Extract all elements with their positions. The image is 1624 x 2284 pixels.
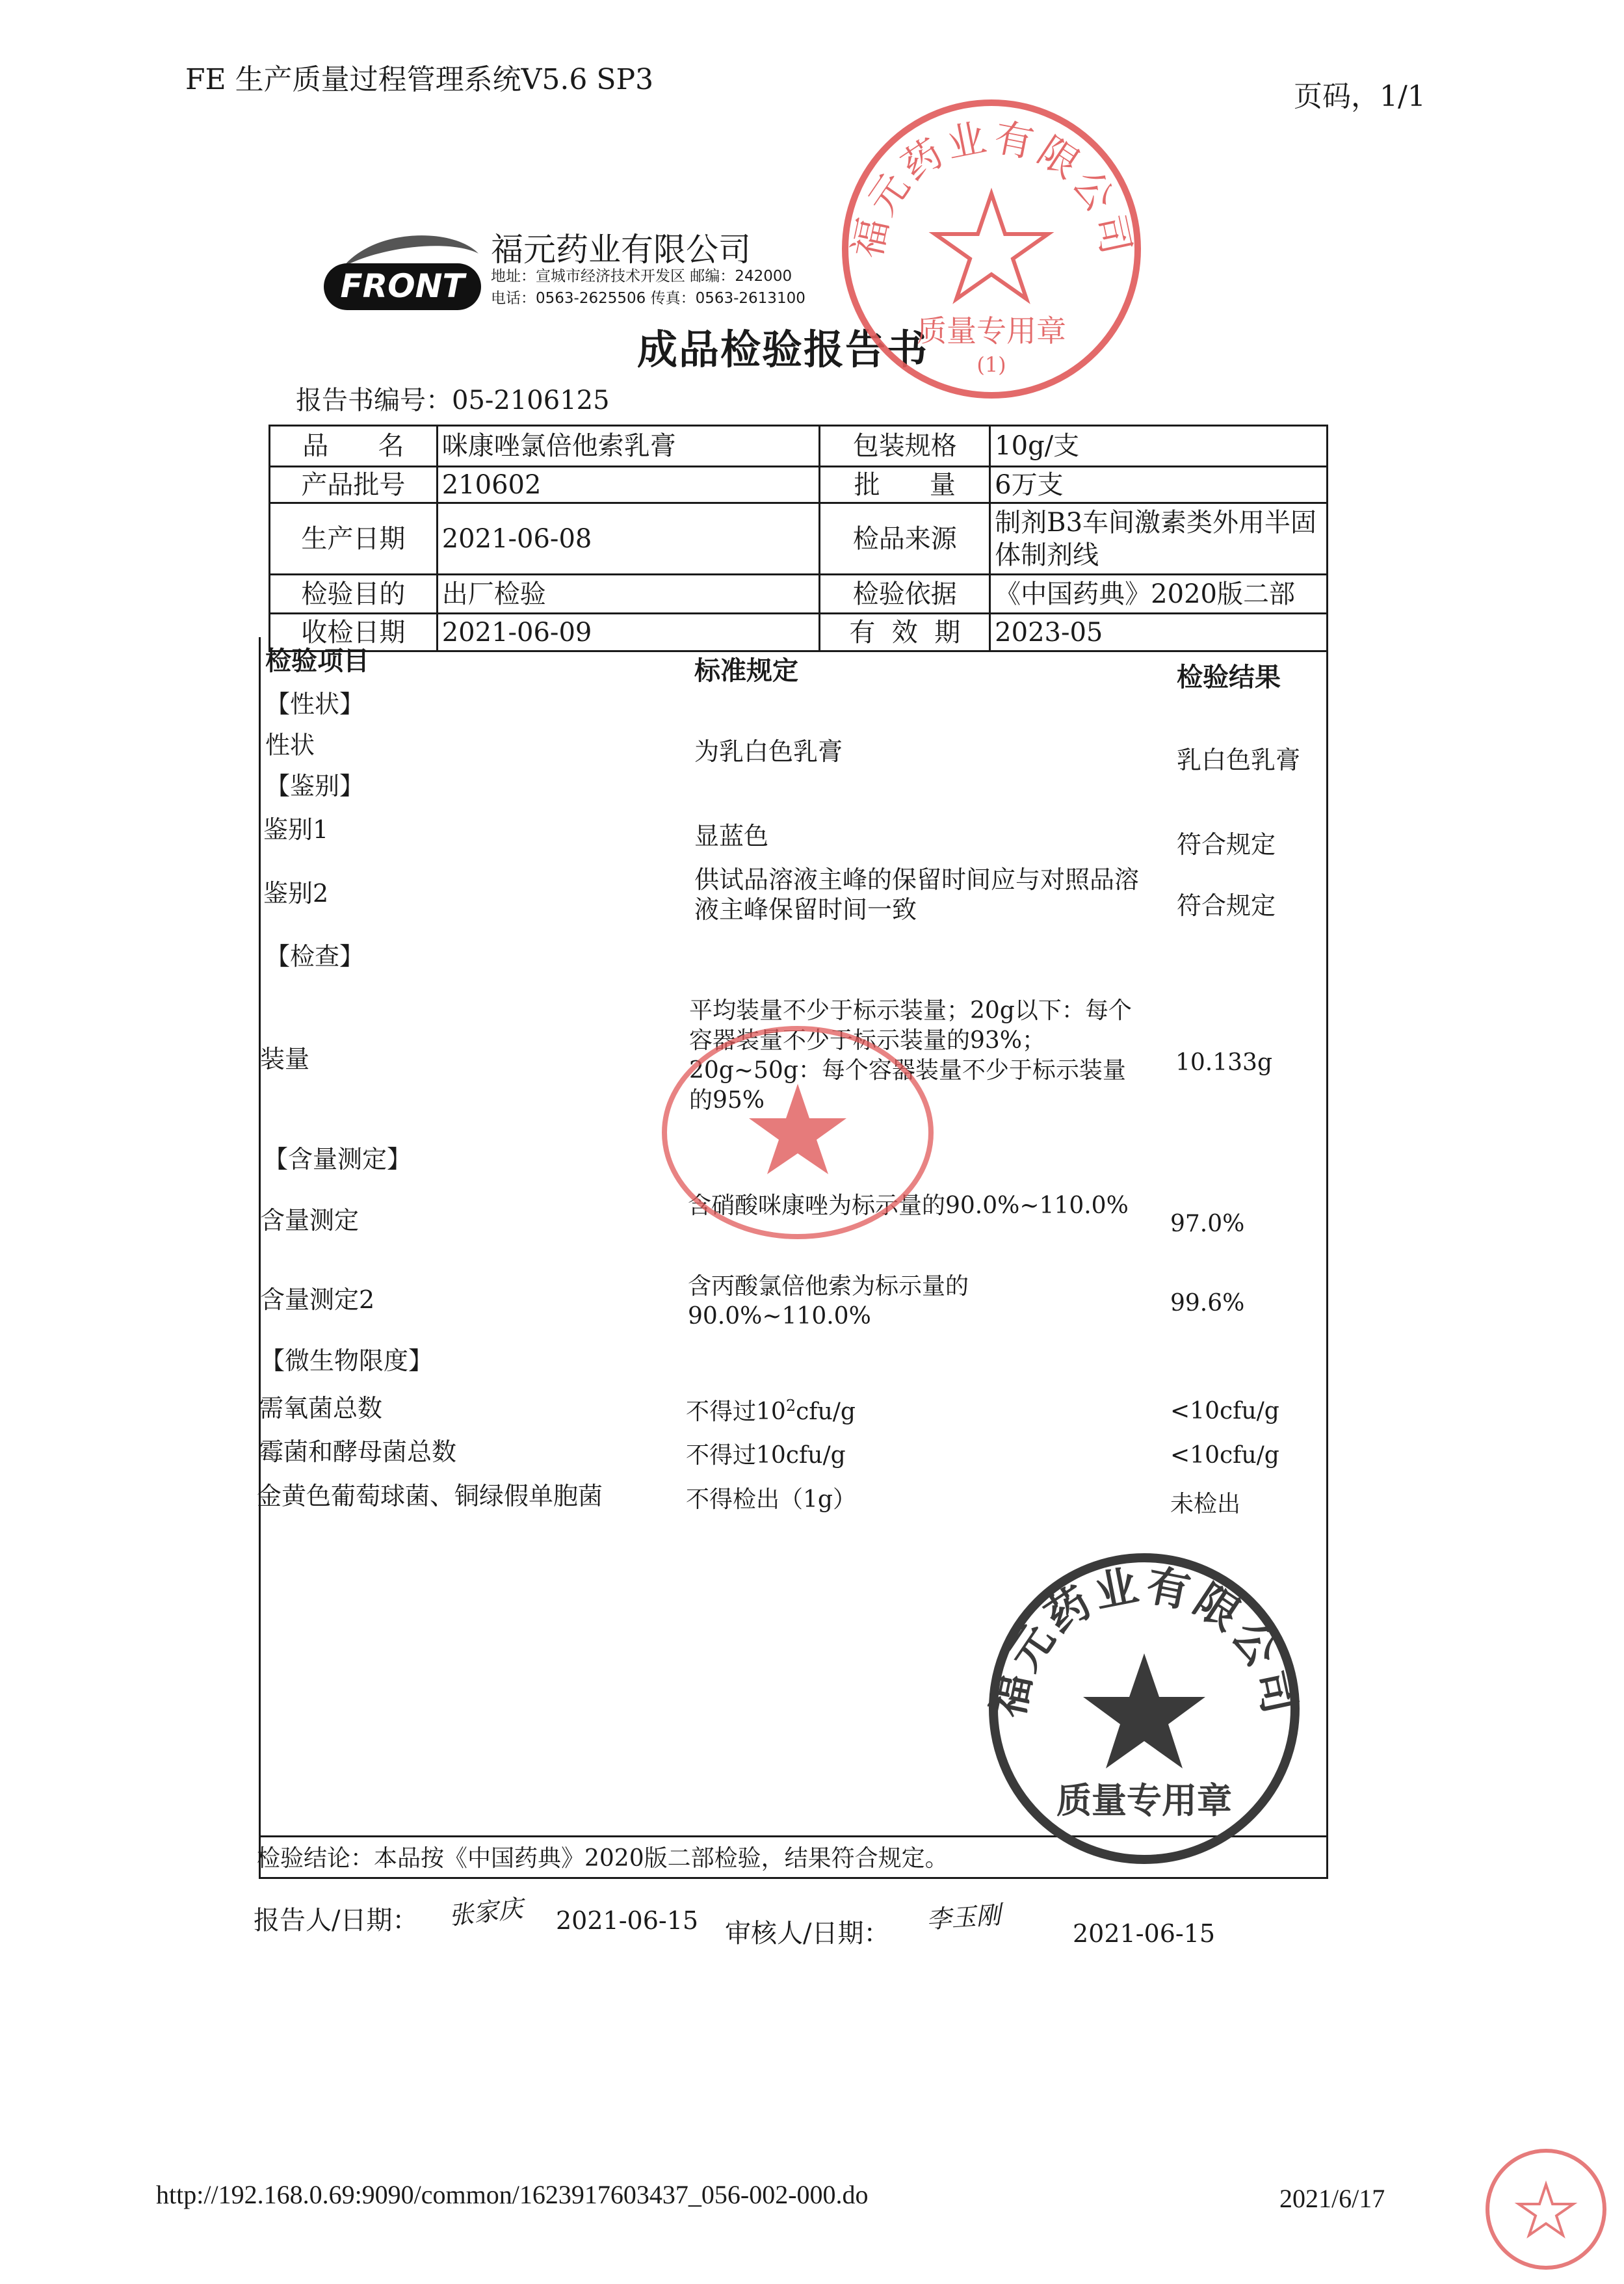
company-name: 福元药业有限公司 <box>491 231 751 269</box>
value-batch-no: 210602 <box>437 467 820 503</box>
section-check: 【检查】 <box>265 942 365 971</box>
system-name: FE 生产质量过程管理系统V5.6 SP3 <box>185 63 654 96</box>
std-aerobic-base: 不得过10 <box>686 1398 786 1425</box>
section-character: 【性状】 <box>265 690 365 718</box>
quality-seal-middle <box>658 1022 937 1243</box>
seal-top-sub: 质量专用章 <box>917 313 1066 348</box>
quality-seal-top <box>833 91 1149 407</box>
corner-seal <box>1481 2144 1611 2274</box>
company-logo <box>324 228 481 313</box>
label-expiry: 有 效 期 <box>820 614 990 651</box>
reporter-label: 报告人/日期： <box>254 1906 419 1936</box>
logo-text: FRONT <box>340 267 465 305</box>
std-ident1: 显蓝色 <box>694 822 769 850</box>
quality-seal-bottom <box>982 1546 1307 1871</box>
item-character: 性状 <box>265 731 315 759</box>
reviewer-signature: 李玉刚 <box>925 1900 1002 1934</box>
std-ident2: 供试品溶液主峰的保留时间应与对照品溶液主峰保留时间一致 <box>694 865 1140 924</box>
label-batch-qty: 批 量 <box>820 467 990 503</box>
std-aerobic <box>686 1393 856 1426</box>
value-source: 制剂B3车间激素类外用半固体制剂线 <box>990 503 1328 575</box>
company-address: 地址：宣城市经济技术开发区 邮编：242000 <box>491 268 792 285</box>
seal-top-arc-text: 福元药业有限公司 <box>845 114 1140 263</box>
res-assay1: 97.0% <box>1170 1211 1245 1237</box>
item-staph: 金黄色葡萄球菌、铜绿假单胞菌 <box>257 1482 603 1510</box>
value-receive-date: 2021-06-09 <box>437 614 820 651</box>
res-aerobic: <10cfu/g <box>1170 1398 1279 1424</box>
std-aerobic-exponent: 2 <box>785 1397 796 1415</box>
conclusion-text: 检验结论：本品按《中国药典》2020版二部检验，结果符合规定。 <box>257 1845 949 1872</box>
seal-bottom-arc-text: 福元药业有限公司 <box>982 1560 1306 1722</box>
label-basis: 检验依据 <box>820 575 990 614</box>
item-ident1: 鉴别1 <box>263 815 329 844</box>
res-ident1: 符合规定 <box>1177 830 1276 859</box>
std-aerobic-unit: cfu/g <box>796 1398 856 1425</box>
section-assay: 【含量测定】 <box>263 1145 412 1174</box>
label-purpose: 检验目的 <box>270 575 438 614</box>
footer-url: http://192.168.0.69:9090/common/1623917603437_056-002-000.do <box>156 2180 869 2209</box>
report-title: 成品检验报告书 <box>637 326 929 373</box>
res-fill: 10.133g <box>1175 1049 1273 1076</box>
std-fill: 平均装量不少于标示装量；20g以下：每个容器装量不少于标示装量的93%；20g~50g：每个容器装量不少于标示装量的95% <box>689 997 1132 1114</box>
label-prod-date: 生产日期 <box>270 503 438 575</box>
label-receive-date: 收检日期 <box>270 614 438 651</box>
item-aerobic: 需氧菌总数 <box>259 1394 383 1423</box>
value-basis: 《中国药典》2020版二部 <box>990 575 1328 614</box>
value-prod-date: 2021-06-08 <box>437 503 820 575</box>
res-mold: <10cfu/g <box>1170 1442 1279 1469</box>
label-batch-no: 产品批号 <box>270 467 438 503</box>
res-assay2: 99.6% <box>1170 1290 1245 1317</box>
std-assay1: 含硝酸咪康唑为标示量的90.0%~110.0% <box>688 1192 1129 1219</box>
company-phone: 电话：0563-2625506 传真：0563-2613100 <box>491 290 805 307</box>
footer-date: 2021/6/17 <box>1279 2184 1385 2213</box>
item-assay2: 含量测定2 <box>260 1285 375 1314</box>
col-header-standard: 标准规定 <box>694 655 798 686</box>
std-character: 为乳白色乳膏 <box>694 737 843 766</box>
col-header-item: 检验项目 <box>265 646 369 676</box>
section-identification: 【鉴别】 <box>265 772 365 800</box>
res-character: 乳白色乳膏 <box>1177 746 1301 774</box>
product-info-table <box>268 425 1328 652</box>
reporter-signature: 张家庆 <box>447 1894 525 1930</box>
value-product-name: 咪康唑氯倍他索乳膏 <box>437 426 820 467</box>
label-package: 包装规格 <box>820 426 990 467</box>
page-number: 页码，1/1 <box>1294 80 1426 113</box>
item-mold: 霉菌和酵母菌总数 <box>259 1437 457 1466</box>
report-number: 报告书编号：05-2106125 <box>296 386 610 415</box>
std-staph: 不得检出（1g） <box>686 1486 856 1513</box>
res-ident2: 符合规定 <box>1177 891 1276 920</box>
label-source: 检品来源 <box>820 503 990 575</box>
res-staph: 未检出 <box>1170 1491 1241 1517</box>
std-mold: 不得过10cfu/g <box>686 1442 846 1469</box>
col-header-result: 检验结果 <box>1177 662 1281 692</box>
label-product-name: 品 名 <box>270 426 438 467</box>
value-expiry: 2023-05 <box>990 614 1328 651</box>
section-microbial: 【微生物限度】 <box>260 1346 434 1375</box>
std-assay2: 含丙酸氯倍他索为标示量的90.0%~110.0% <box>688 1273 969 1330</box>
value-purpose: 出厂检验 <box>437 575 820 614</box>
seal-top-number: (1) <box>976 352 1006 377</box>
value-package: 10g/支 <box>990 426 1328 467</box>
svg-text:福元药业有限公司 <box>845 114 1140 262</box>
item-ident2: 鉴别2 <box>263 879 329 908</box>
item-fill: 装量 <box>260 1045 310 1073</box>
seal-bottom-sub: 质量专用章 <box>1056 1780 1232 1821</box>
value-batch-qty: 6万支 <box>990 467 1328 503</box>
reporter-date: 2021-06-15 <box>556 1906 699 1935</box>
reviewer-date: 2021-06-15 <box>1073 1919 1216 1948</box>
item-assay1: 含量测定 <box>260 1206 360 1235</box>
reviewer-label: 审核人/日期： <box>725 1919 890 1949</box>
